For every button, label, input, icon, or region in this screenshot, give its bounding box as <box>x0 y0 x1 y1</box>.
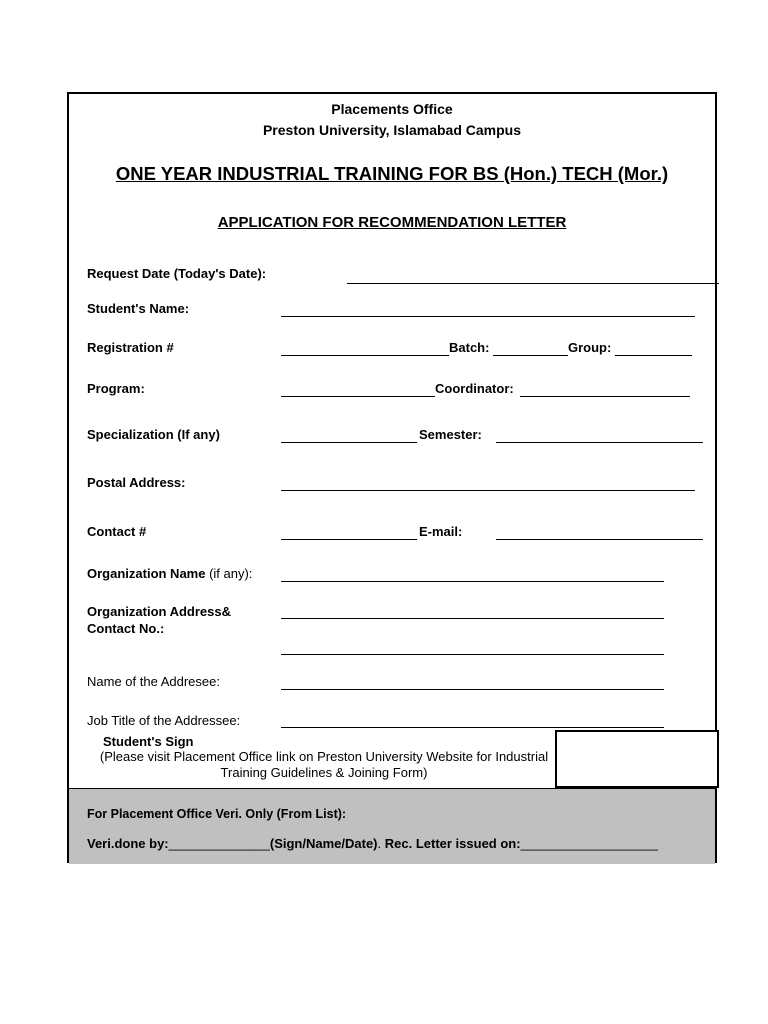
office-use-heading: For Placement Office Veri. Only (From List): <box>87 807 347 821</box>
contact-field[interactable] <box>281 539 417 540</box>
program-field[interactable] <box>281 396 435 397</box>
coordinator-label: Coordinator: <box>435 381 514 396</box>
veri-done-label: Veri.done by: <box>87 836 169 851</box>
postal-address-label: Postal Address: <box>87 475 186 490</box>
separator-text: . <box>377 836 385 851</box>
addressee-title-field[interactable] <box>281 727 664 728</box>
university-name: Preston University, Islamabad Campus <box>262 122 522 138</box>
batch-label: Batch: <box>449 340 490 355</box>
org-address-field-1[interactable] <box>281 618 664 619</box>
addressee-name-label: Name of the Addresee: <box>87 674 220 689</box>
batch-field[interactable] <box>493 355 568 356</box>
sign-name-date-note: (Sign/Name/Date) <box>269 836 378 851</box>
student-name-label: Student's Name: <box>87 301 190 316</box>
rec-letter-field[interactable]: ___________________ <box>520 836 658 851</box>
request-date-label: Request Date (Today's Date): <box>87 266 267 281</box>
org-address-field-2[interactable] <box>281 654 664 655</box>
office-use-section <box>69 788 715 864</box>
student-sign-label: Student's Sign <box>103 734 194 749</box>
form-title: ONE YEAR INDUSTRIAL TRAINING FOR BS (Hon.) TECH (Mor.) <box>115 163 669 184</box>
semester-field[interactable] <box>496 442 703 443</box>
org-name-field[interactable] <box>281 581 664 582</box>
org-name-label-main: Organization Name <box>87 566 206 581</box>
veri-done-field[interactable]: ______________ <box>168 836 270 851</box>
addressee-title-label: Job Title of the Addressee: <box>87 713 241 728</box>
addressee-name-field[interactable] <box>281 689 664 690</box>
guidelines-note: (Please visit Placement Office link on Preston University Website for Industrial Training Guidelines & Joining Form) <box>99 749 549 780</box>
group-field[interactable] <box>615 355 692 356</box>
org-name-label-suffix: (if any): <box>205 566 253 581</box>
email-label: E-mail: <box>419 524 463 539</box>
org-address-label-2: Contact No.: <box>87 621 165 636</box>
verification-line <box>87 836 658 851</box>
specialization-field[interactable] <box>281 442 417 443</box>
application-form <box>67 92 717 863</box>
request-date-field[interactable] <box>347 283 719 284</box>
semester-label: Semester: <box>419 427 482 442</box>
office-name: Placements Office <box>331 101 453 117</box>
specialization-label: Specialization (If any) <box>87 427 220 442</box>
rec-letter-label: Rec. Letter issued on: <box>384 836 521 851</box>
student-sign-box[interactable] <box>555 730 719 788</box>
group-label: Group: <box>568 340 612 355</box>
postal-address-field[interactable] <box>281 490 695 491</box>
registration-field[interactable] <box>281 355 449 356</box>
student-name-field[interactable] <box>281 316 695 317</box>
form-subtitle: APPLICATION FOR RECOMMENDATION LETTER <box>217 214 567 231</box>
email-field[interactable] <box>496 539 703 540</box>
registration-label: Registration # <box>87 340 174 355</box>
org-address-label-1: Organization Address& <box>87 604 231 619</box>
org-name-label <box>87 566 252 581</box>
contact-label: Contact # <box>87 524 147 539</box>
program-label: Program: <box>87 381 145 396</box>
coordinator-field[interactable] <box>520 396 690 397</box>
